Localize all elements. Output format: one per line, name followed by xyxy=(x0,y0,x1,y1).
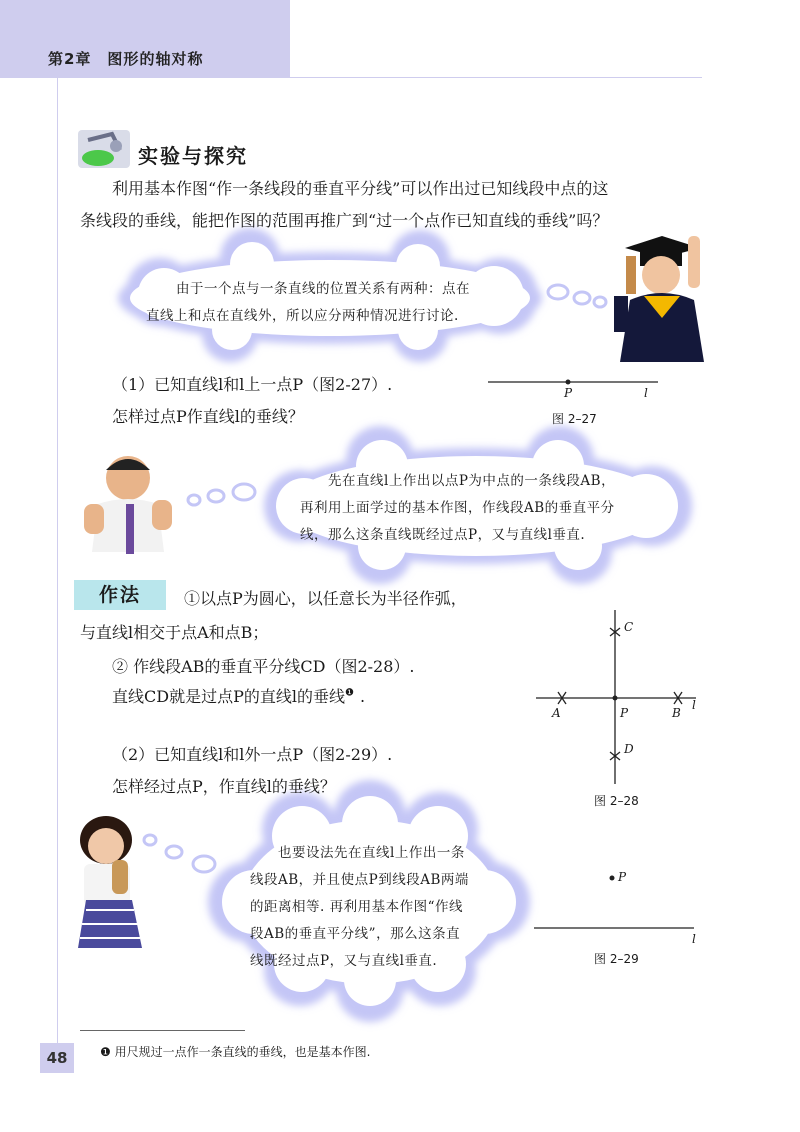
method-step-1b: 与直线l相交于点A和点B； xyxy=(80,623,269,642)
girl-character xyxy=(78,816,142,948)
bubble-3-line-3: 的距离相等. 再利用基本作图“作线 xyxy=(250,899,463,915)
method-step-2b-row xyxy=(112,684,365,707)
method-label: 作法 xyxy=(74,580,166,610)
footnote-marker[interactable]: ❶ xyxy=(344,687,354,699)
bubble-3-line-4: 段AB的垂直平分线”，那么这条直 xyxy=(250,926,461,942)
bubble-2-line-1: 先在直线l上作出以点P为中点的一条线段AB， xyxy=(328,473,616,489)
fig28-label-l: l xyxy=(692,698,696,712)
bubble-2-line-2: 再利用上面学过的基本作图，作线段AB的垂直平分 xyxy=(300,500,615,516)
section-title: 实验与探究 xyxy=(138,144,248,168)
fig29-line-label: l xyxy=(692,932,696,946)
fig28-label-p: P xyxy=(620,706,629,720)
figure-2-29 xyxy=(534,876,694,929)
fig27-line-label: l xyxy=(644,386,648,400)
fig28-label-c: C xyxy=(624,620,634,634)
page-number: 48 xyxy=(40,1043,74,1073)
fig27-point-label: P xyxy=(564,386,573,400)
bubble-3-line-2: 线段AB，并且使点P到线段AB两端 xyxy=(250,872,469,888)
bubble-1-line-2: 直线上和点在直线外，所以应分两种情况进行讨论. xyxy=(146,308,459,324)
fig29-caption: 图 2–29 xyxy=(594,952,639,966)
fig28-caption: 图 2–28 xyxy=(594,794,639,808)
intro-line-1: 利用基本作图“作一条线段的垂直平分线”可以作出过已知线段中点的这 xyxy=(112,179,609,198)
bubble-2-line-3: 线，那么这条直线既经过点P，又与直线l垂直. xyxy=(300,527,586,543)
boy-character xyxy=(84,456,172,554)
part-2-line-1: （2）已知直线l和l外一点P（图2-29）. xyxy=(112,745,393,764)
bubble-3-line-5: 线既经过点P，又与直线l垂直. xyxy=(250,953,438,969)
part-2-line-2: 怎样经过点P，作直线l的垂线？ xyxy=(112,777,336,796)
fig28-label-d: D xyxy=(624,742,634,756)
method-step-2a: ② 作线段AB的垂直平分线CD（图2-28）. xyxy=(112,657,415,676)
fig27-caption: 图 2–27 xyxy=(552,412,597,426)
bubble-3-line-1: 也要设法先在直线l上作出一条 xyxy=(278,845,465,861)
footnote-rule xyxy=(80,1030,245,1031)
method-step-2b-period: . xyxy=(359,687,366,706)
bubble-1-line-1: 由于一个点与一条直线的位置关系有两种：点在 xyxy=(176,281,470,297)
part-1-line-1: （1）已知直线l和l上一点P（图2-27）. xyxy=(112,375,393,394)
chapter-title: 第2章 图形的轴对称 xyxy=(48,50,204,68)
figure-2-27 xyxy=(488,380,658,385)
fig29-point-label: P xyxy=(618,870,627,884)
fig28-label-b: B xyxy=(672,706,681,720)
part-1-line-2: 怎样过点P作直线l的垂线？ xyxy=(112,407,304,426)
method-step-2b: 直线CD就是过点P的直线l的垂线 xyxy=(112,687,345,706)
graduate-character xyxy=(614,236,704,362)
intro-line-2: 条线段的垂线，能把作图的范围再推广到“过一个点作已知直线的垂线”吗？ xyxy=(80,211,609,230)
experiment-icon xyxy=(78,130,130,168)
fig28-label-a: A xyxy=(552,706,561,720)
method-step-1a: ①以点P为圆心，以任意长为半径作弧， xyxy=(184,589,467,608)
footnote-text: ❶ 用尺规过一点作一条直线的垂线，也是基本作图. xyxy=(100,1045,371,1059)
